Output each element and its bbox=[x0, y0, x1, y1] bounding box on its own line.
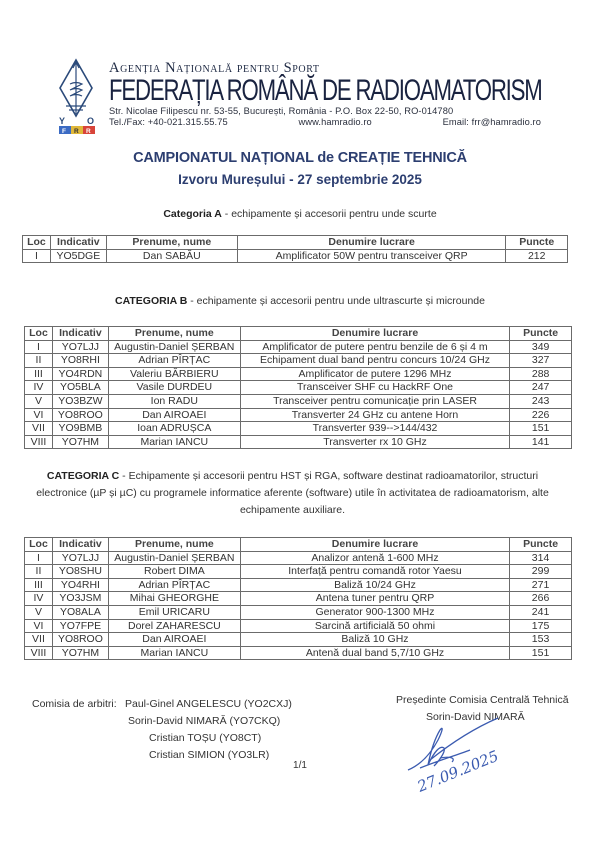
cell-name: Valeriu BĂRBIERU bbox=[108, 367, 240, 381]
svg-text:27.09.2025: 27.09.2025 bbox=[414, 746, 502, 796]
cell-callsign: YO8ROO bbox=[52, 633, 108, 647]
cell-loc: II bbox=[25, 565, 53, 579]
cell-loc: IV bbox=[25, 381, 53, 395]
cell-points: 141 bbox=[510, 435, 572, 449]
cell-callsign: YO5BLA bbox=[52, 381, 108, 395]
table-row bbox=[25, 646, 572, 660]
cell-work: Antena tuner pentru QRP bbox=[240, 592, 509, 606]
table-row bbox=[25, 578, 572, 592]
cell-loc: VIII bbox=[25, 435, 53, 449]
cell-work: Analizor antenă 1-600 MHz bbox=[240, 551, 509, 565]
agency-name: Agenția Națională pentru Sport bbox=[109, 60, 320, 76]
cell-loc: I bbox=[25, 551, 53, 565]
cell-name: Augustin-Daniel ȘERBAN bbox=[108, 340, 240, 354]
cell-work: Generator 900-1300 MHz bbox=[240, 605, 509, 619]
cell-loc: V bbox=[25, 394, 53, 408]
header-points: Puncte bbox=[510, 538, 572, 552]
cell-loc: VII bbox=[25, 422, 53, 436]
cell-name: Vasile DURDEU bbox=[108, 381, 240, 395]
header-callsign: Indicativ bbox=[52, 538, 108, 552]
header-loc: Loc bbox=[25, 327, 53, 341]
cell-work: Interfață pentru comandă rotor Yaesu bbox=[240, 565, 509, 579]
commission-member: Cristian TOȘU (YO8CT) bbox=[149, 732, 262, 744]
cell-callsign: YO8SHU bbox=[52, 565, 108, 579]
cell-name: Dan AIROAEI bbox=[108, 633, 240, 647]
cell-callsign: YO7HM bbox=[52, 646, 108, 660]
website-link[interactable]: www.hamradio.ro bbox=[298, 116, 372, 127]
cell-points: 266 bbox=[510, 592, 572, 606]
table-row bbox=[25, 354, 572, 368]
yo-frr-antenna-logo-icon bbox=[56, 58, 100, 134]
cell-work: Sarcină artificială 50 ohmi bbox=[240, 619, 509, 633]
cell-callsign: YO3BZW bbox=[52, 394, 108, 408]
cell-callsign: YO5DGE bbox=[50, 249, 106, 263]
cell-points: 243 bbox=[510, 394, 572, 408]
category-b-description: - echipamente și accesorii pentru unde ultrascurte și microunde bbox=[187, 295, 485, 307]
cell-name: Adrian PÎRȚAC bbox=[108, 578, 240, 592]
table-row bbox=[25, 565, 572, 579]
header-points: Puncte bbox=[510, 327, 572, 341]
table-row bbox=[25, 408, 572, 422]
cell-work: Transceiver SHF cu HackRF One bbox=[240, 381, 510, 395]
table-row bbox=[25, 367, 572, 381]
header-work: Denumire lucrare bbox=[240, 327, 510, 341]
cell-work: Echipament dual band pentru concurs 10/24 GHz bbox=[240, 354, 510, 368]
cell-name: Marian IANCU bbox=[108, 646, 240, 660]
cell-points: 314 bbox=[510, 551, 572, 565]
cell-points: 151 bbox=[510, 422, 572, 436]
cell-points: 241 bbox=[510, 605, 572, 619]
cell-name: Mihai GHEORGHE bbox=[108, 592, 240, 606]
header-points: Puncte bbox=[506, 236, 568, 250]
cell-points: 299 bbox=[510, 565, 572, 579]
phone: Tel./Fax: +40-021.315.55.75 bbox=[109, 116, 228, 127]
cell-work: Transverter 24 GHz cu antene Horn bbox=[240, 408, 510, 422]
cell-name: Ioan ADRUȘCA bbox=[108, 422, 240, 436]
svg-text:R: R bbox=[86, 128, 91, 134]
table-row bbox=[25, 394, 572, 408]
category-c-label: CATEGORIA C bbox=[46, 470, 120, 482]
cell-work: Transceiver pentru comunicație prin LASER bbox=[240, 394, 510, 408]
cell-work: Baliză 10/24 GHz bbox=[240, 578, 509, 592]
table-row bbox=[25, 551, 572, 565]
cell-name: Dan SABĂU bbox=[106, 249, 237, 263]
cell-points: 247 bbox=[510, 381, 572, 395]
table-row bbox=[25, 422, 572, 436]
category-c-heading bbox=[25, 468, 560, 519]
category-b-label: CATEGORIA B bbox=[115, 295, 188, 307]
header-work: Denumire lucrare bbox=[240, 538, 509, 552]
header-name: Prenume, nume bbox=[108, 538, 240, 552]
svg-text:Y: Y bbox=[59, 116, 66, 126]
table-row bbox=[25, 340, 572, 354]
header-name: Prenume, nume bbox=[108, 327, 240, 341]
cell-points: 327 bbox=[510, 354, 572, 368]
table-row bbox=[25, 381, 572, 395]
cell-loc: V bbox=[25, 605, 53, 619]
cell-name: Dan AIROAEI bbox=[108, 408, 240, 422]
cell-name: Marian IANCU bbox=[108, 435, 240, 449]
cell-points: 175 bbox=[510, 619, 572, 633]
table-row bbox=[25, 592, 572, 606]
cell-callsign: YO3JSM bbox=[52, 592, 108, 606]
category-a-table bbox=[22, 235, 568, 263]
commission-member: Paul-Ginel ANGELESCU (YO2CXJ) bbox=[125, 698, 292, 710]
category-a-heading bbox=[0, 208, 600, 220]
category-a-description: - echipamente și accesorii pentru unde scurte bbox=[221, 208, 437, 220]
table-row bbox=[23, 249, 568, 263]
cell-loc: II bbox=[25, 354, 53, 368]
president-role: Președinte Comisia Centrală Tehnică bbox=[396, 694, 569, 706]
table-row bbox=[25, 633, 572, 647]
table-header-row bbox=[25, 327, 572, 341]
cell-name: Augustin-Daniel ȘERBAN bbox=[108, 551, 240, 565]
header-callsign: Indicativ bbox=[52, 327, 108, 341]
cell-name: Dorel ZAHARESCU bbox=[108, 619, 240, 633]
header-loc: Loc bbox=[25, 538, 53, 552]
cell-points: 226 bbox=[510, 408, 572, 422]
commission-member: Sorin-David NIMARĂ (YO7CKQ) bbox=[128, 715, 281, 727]
president-name: Sorin-David NIMARĂ bbox=[426, 711, 525, 723]
letterhead bbox=[52, 58, 552, 136]
cell-work: Amplificator de putere 1296 MHz bbox=[240, 367, 510, 381]
cell-callsign: YO4RDN bbox=[52, 367, 108, 381]
cell-callsign: YO7FPE bbox=[52, 619, 108, 633]
cell-callsign: YO7HM bbox=[52, 435, 108, 449]
category-b-heading bbox=[0, 295, 600, 307]
cell-points: 153 bbox=[510, 633, 572, 647]
svg-text:O: O bbox=[87, 116, 95, 126]
cell-work: Amplificator de putere pentru benzile de 6 și 4 m bbox=[240, 340, 510, 354]
table-row bbox=[25, 605, 572, 619]
table-row bbox=[25, 435, 572, 449]
table-row bbox=[25, 619, 572, 633]
cell-callsign: YO4RHI bbox=[52, 578, 108, 592]
category-c-table bbox=[24, 537, 572, 660]
cell-points: 212 bbox=[506, 249, 568, 263]
cell-name: Adrian PÎRȚAC bbox=[108, 354, 240, 368]
email-link[interactable]: Email: frr@hamradio.ro bbox=[442, 116, 541, 127]
document-subtitle: Izvoru Mureșului - 27 septembrie 2025 bbox=[178, 172, 422, 187]
cell-callsign: YO9BMB bbox=[52, 422, 108, 436]
cell-loc: I bbox=[23, 249, 51, 263]
cell-loc: I bbox=[25, 340, 53, 354]
signature-icon bbox=[400, 710, 530, 800]
category-a-label: Categoria A bbox=[163, 208, 222, 220]
header-loc: Loc bbox=[23, 236, 51, 250]
cell-work: Baliză 10 GHz bbox=[240, 633, 509, 647]
category-b-table bbox=[24, 326, 572, 449]
header-callsign: Indicativ bbox=[50, 236, 106, 250]
cell-name: Robert DIMA bbox=[108, 565, 240, 579]
cell-work: Amplificator 50W pentru transceiver QRP bbox=[237, 249, 506, 263]
table-header-row bbox=[23, 236, 568, 250]
commission-label: Comisia de arbitri: bbox=[32, 698, 117, 710]
cell-loc: VI bbox=[25, 619, 53, 633]
cell-work: Transverter rx 10 GHz bbox=[240, 435, 510, 449]
cell-name: Ion RADU bbox=[108, 394, 240, 408]
commission-member: Cristian SIMION (YO3LR) bbox=[149, 749, 270, 761]
cell-loc: VIII bbox=[25, 646, 53, 660]
table-header-row bbox=[25, 538, 572, 552]
cell-work: Antenă dual band 5,7/10 GHz bbox=[240, 646, 509, 660]
header-name: Prenume, nume bbox=[106, 236, 237, 250]
cell-loc: VII bbox=[25, 633, 53, 647]
cell-points: 151 bbox=[510, 646, 572, 660]
cell-points: 349 bbox=[510, 340, 572, 354]
cell-loc: VI bbox=[25, 408, 53, 422]
federation-name: FEDERAȚIA ROMÂNĂ DE RADIOAMATORISM bbox=[109, 74, 542, 107]
cell-callsign: YO8ALA bbox=[52, 605, 108, 619]
category-c-description: - Echipamente și accesorii pentru HST și RGA, software destinat radioamatorilor, structuri electronice (µP și µC) cu programele informatice aferente (software) utile în activitatea de radioamatorism, alte echipamente auxiliare. bbox=[36, 470, 549, 516]
cell-callsign: YO7LJJ bbox=[52, 340, 108, 354]
page-number: 1/1 bbox=[293, 760, 307, 771]
cell-callsign: YO8ROO bbox=[52, 408, 108, 422]
cell-loc: III bbox=[25, 578, 53, 592]
cell-loc: IV bbox=[25, 592, 53, 606]
header-work: Denumire lucrare bbox=[237, 236, 506, 250]
svg-text:R: R bbox=[74, 128, 79, 134]
cell-points: 271 bbox=[510, 578, 572, 592]
cell-points: 288 bbox=[510, 367, 572, 381]
cell-loc: III bbox=[25, 367, 53, 381]
address: Str. Nicolae Filipescu nr. 53-55, București, România - P.O. Box 22-50, RO-014780 bbox=[109, 106, 454, 116]
svg-text:F: F bbox=[62, 128, 66, 134]
cell-work: Transverter 939-->144/432 bbox=[240, 422, 510, 436]
cell-name: Emil URICARU bbox=[108, 605, 240, 619]
cell-callsign: YO7LJJ bbox=[52, 551, 108, 565]
cell-callsign: YO8RHI bbox=[52, 354, 108, 368]
document-title: CAMPIONATUL NAȚIONAL de CREAȚIE TEHNICĂ bbox=[133, 150, 467, 166]
